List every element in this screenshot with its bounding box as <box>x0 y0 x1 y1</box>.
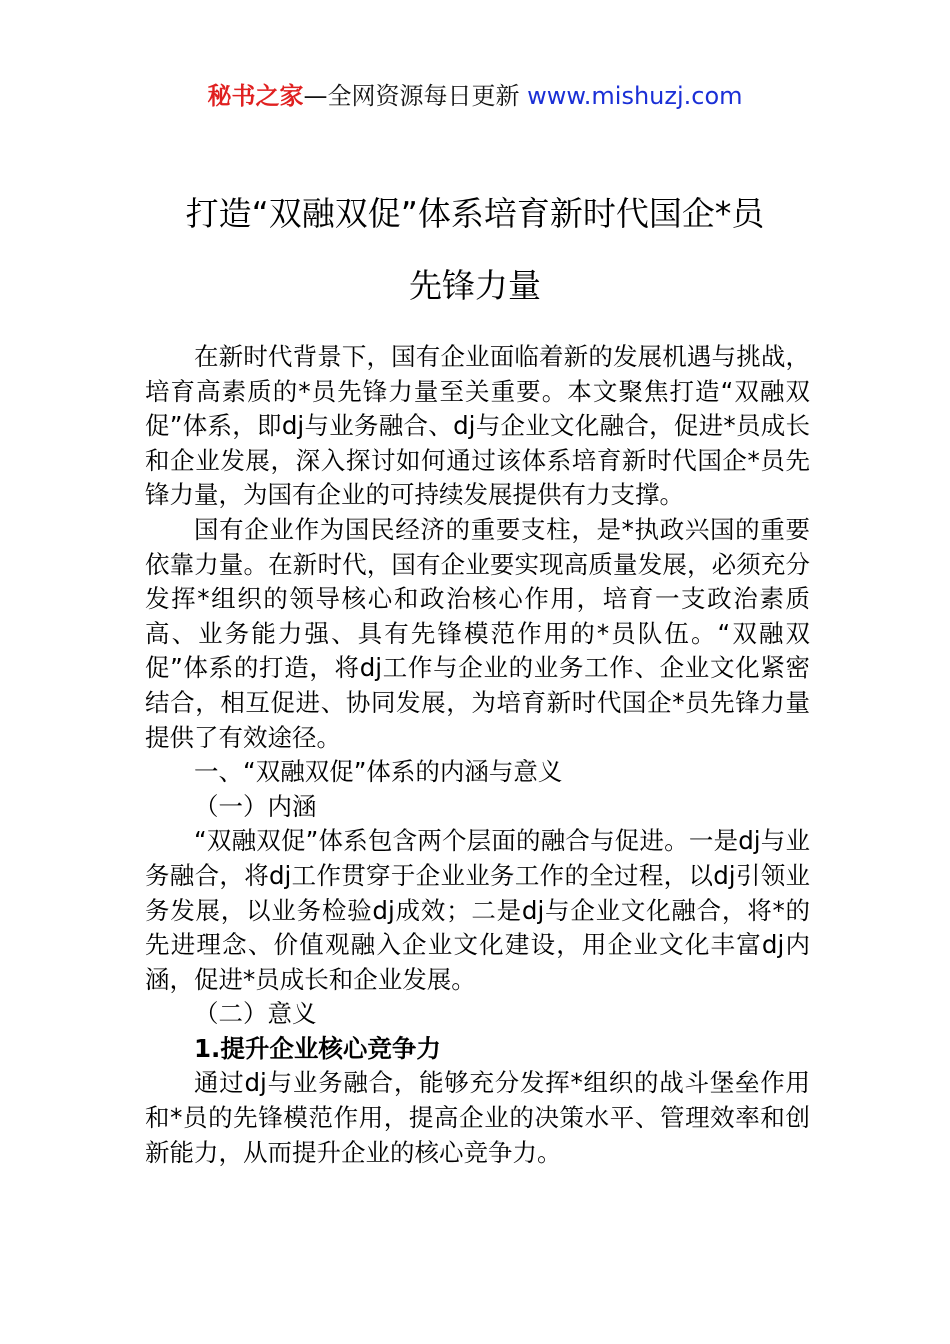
brand-name: 秘书之家 <box>207 82 304 110</box>
header-tagline: —全网资源每日更新 <box>303 82 520 110</box>
paragraph-background: 国有企业作为国民经济的重要支柱，是*执政兴国的重要依靠力量。在新时代，国有企业要实现高质量发展，必须充分发挥*组织的领导核心和政治核心作用，培育一支政治素质高、业务能力强、具有先锋模范作用的*员队伍。“双融双促”体系的打造，将dj工作与企业的业务工作、企业文化紧密结合，相互促进、协同发展，为培育新时代国企*员先锋力量提供了有效途径。 <box>145 514 810 752</box>
document-title <box>120 178 830 322</box>
site-url-link[interactable]: www.mishuzj.com <box>527 82 743 110</box>
section-heading-1: 一、“双融双促”体系的内涵与意义 <box>194 757 563 787</box>
title-line-2: 先锋力量 <box>409 266 541 305</box>
paragraph-intro: 在新时代背景下，国有企业面临着新的发展机遇与挑战，培育高素质的*员先锋力量至关重要。本文聚焦打造“双融双促”体系，即dj与业务融合、dj与企业文化融合，促进*员成长和企业发展，深入探讨如何通过该体系培育新时代国企*员先锋力量，为国有企业的可持续发展提供有力支撑。 <box>145 342 810 510</box>
document-body <box>145 340 810 1170</box>
subsection-heading-significance: （二）意义 <box>194 999 317 1029</box>
paragraph-point-1: 通过dj与业务融合，能够充分发挥*组织的战斗堡垒作用和*员的先锋模范作用，提高企业的决策水平、管理效率和创新能力，从而提升企业的核心竞争力。 <box>145 1068 810 1167</box>
title-line-1: 打造“双融双促”体系培育新时代国企*员 <box>185 194 765 233</box>
point-heading-1: 1.提升企业核心竞争力 <box>194 1033 441 1063</box>
subsection-heading-connotation: （一）内涵 <box>194 791 317 821</box>
site-header <box>0 80 950 112</box>
paragraph-connotation: “双融双促”体系包含两个层面的融合与促进。一是dj与业务融合，将dj工作贯穿于企业业务工作的全过程，以dj引领业务发展，以业务检验dj成效；二是dj与企业文化融合，将*的先进理念、价值观融入企业文化建设，用企业文化丰富dj内涵，促进*员成长和企业发展。 <box>145 826 810 994</box>
